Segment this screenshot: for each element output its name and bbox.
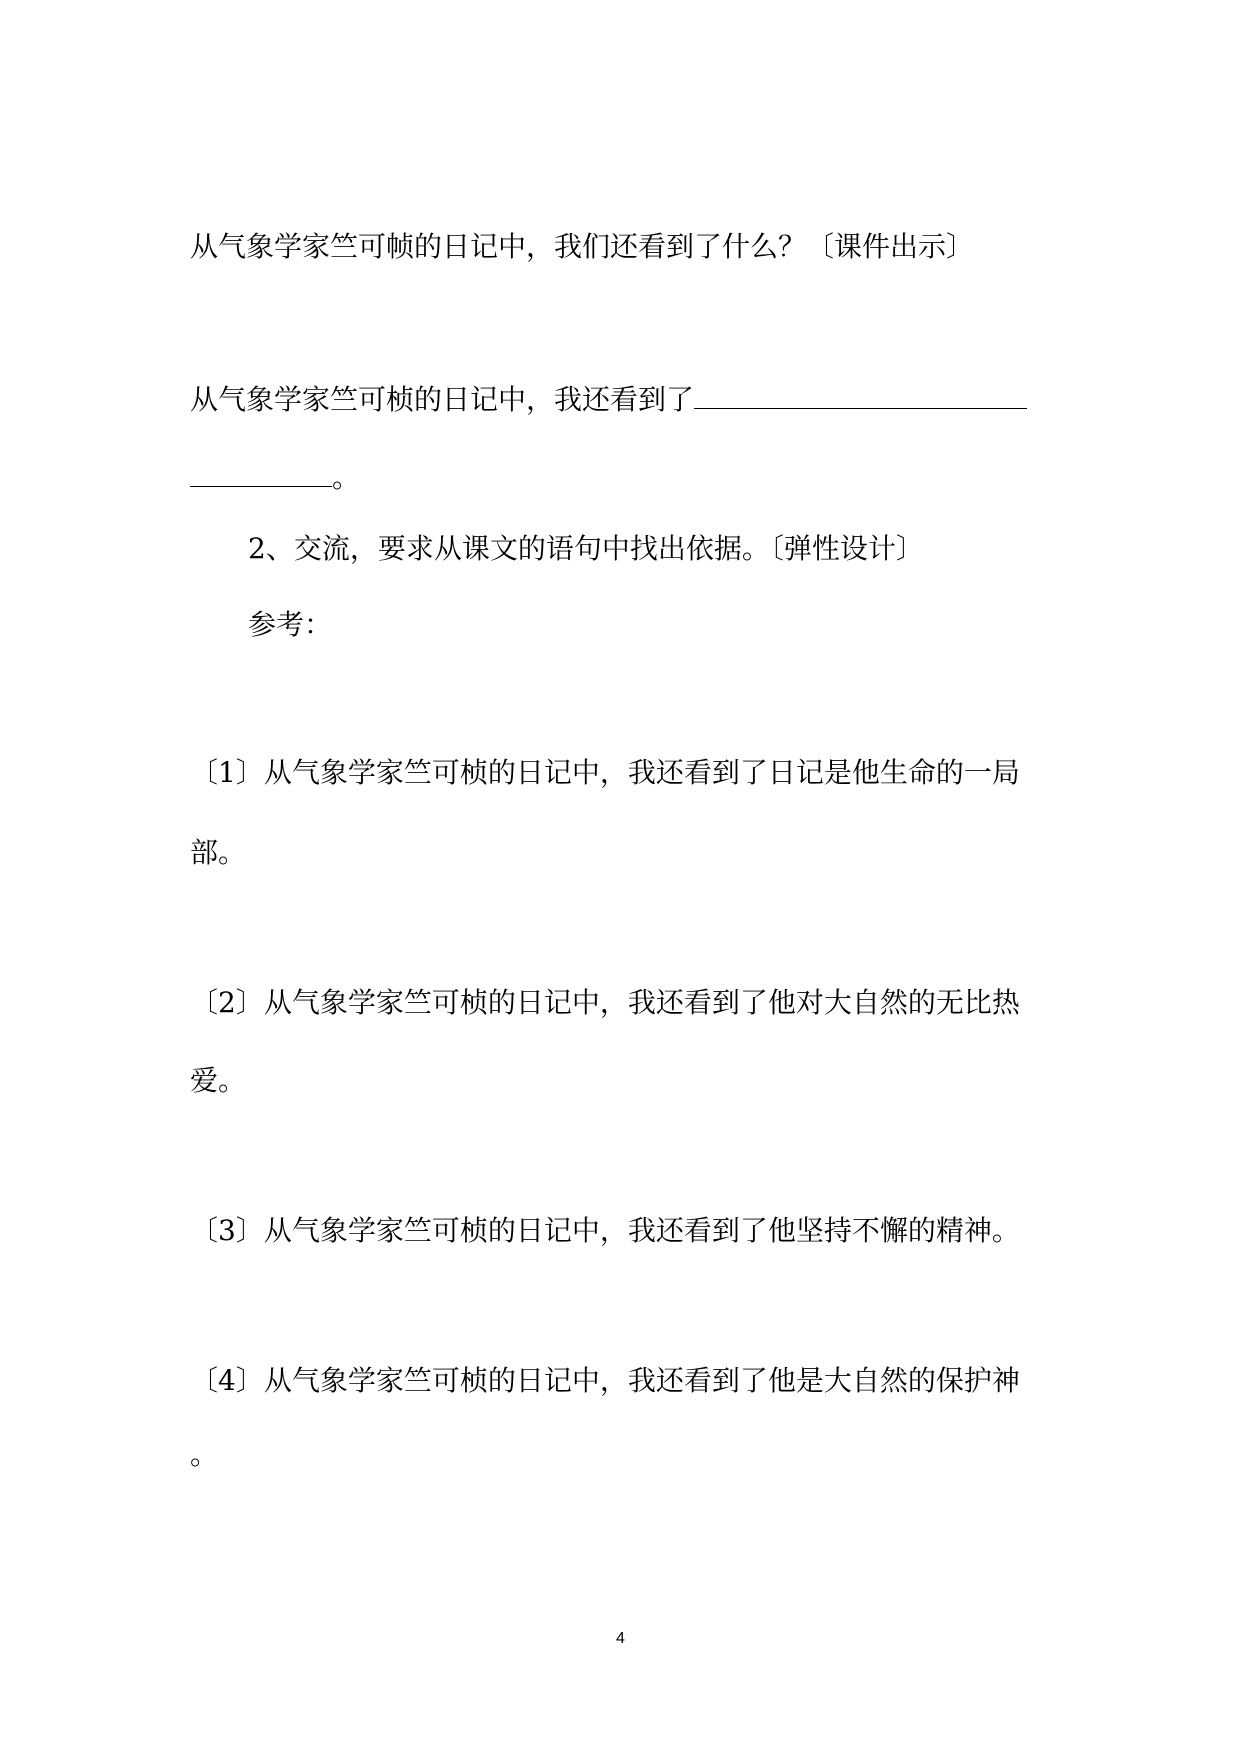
answer-4-line-1: 〔4〕从气象学家竺可桢的日记中，我还看到了他是大自然的保护神 — [190, 1364, 1020, 1397]
fill-in-prompt-text: 从气象学家竺可桢的日记中，我还看到了 — [190, 383, 695, 416]
answer-4-line-2: 。 — [190, 1438, 219, 1471]
fill-in-prompt-continued — [190, 460, 360, 495]
answer-2-line-1: 〔2〕从气象学家竺可桢的日记中，我还看到了他对大自然的无比热 — [190, 986, 1020, 1019]
answer-blank-2 — [190, 460, 332, 487]
answer-3-line-1: 〔3〕从气象学家竺可桢的日记中，我还看到了他坚持不懈的精神。 — [190, 1214, 1020, 1247]
answer-1-line-1: 〔1〕从气象学家竺可桢的日记中，我还看到了日记是他生命的一局 — [190, 756, 1020, 789]
fill-in-prompt — [190, 382, 1027, 417]
step-2-line: 2、交流，要求从课文的语句中找出依据。〔弹性设计〕 — [248, 532, 924, 565]
page-number: 4 — [616, 1630, 625, 1647]
answer-1-line-2: 部。 — [190, 836, 247, 869]
reference-label: 参考： — [248, 608, 333, 641]
answer-2-line-2: 爱。 — [190, 1064, 247, 1097]
question-line: 从气象学家竺可帧的日记中，我们还看到了什么？〔课件出示〕 — [190, 230, 975, 263]
answer-blank-1 — [694, 382, 1027, 409]
fill-in-prompt-end: 。 — [332, 461, 361, 494]
